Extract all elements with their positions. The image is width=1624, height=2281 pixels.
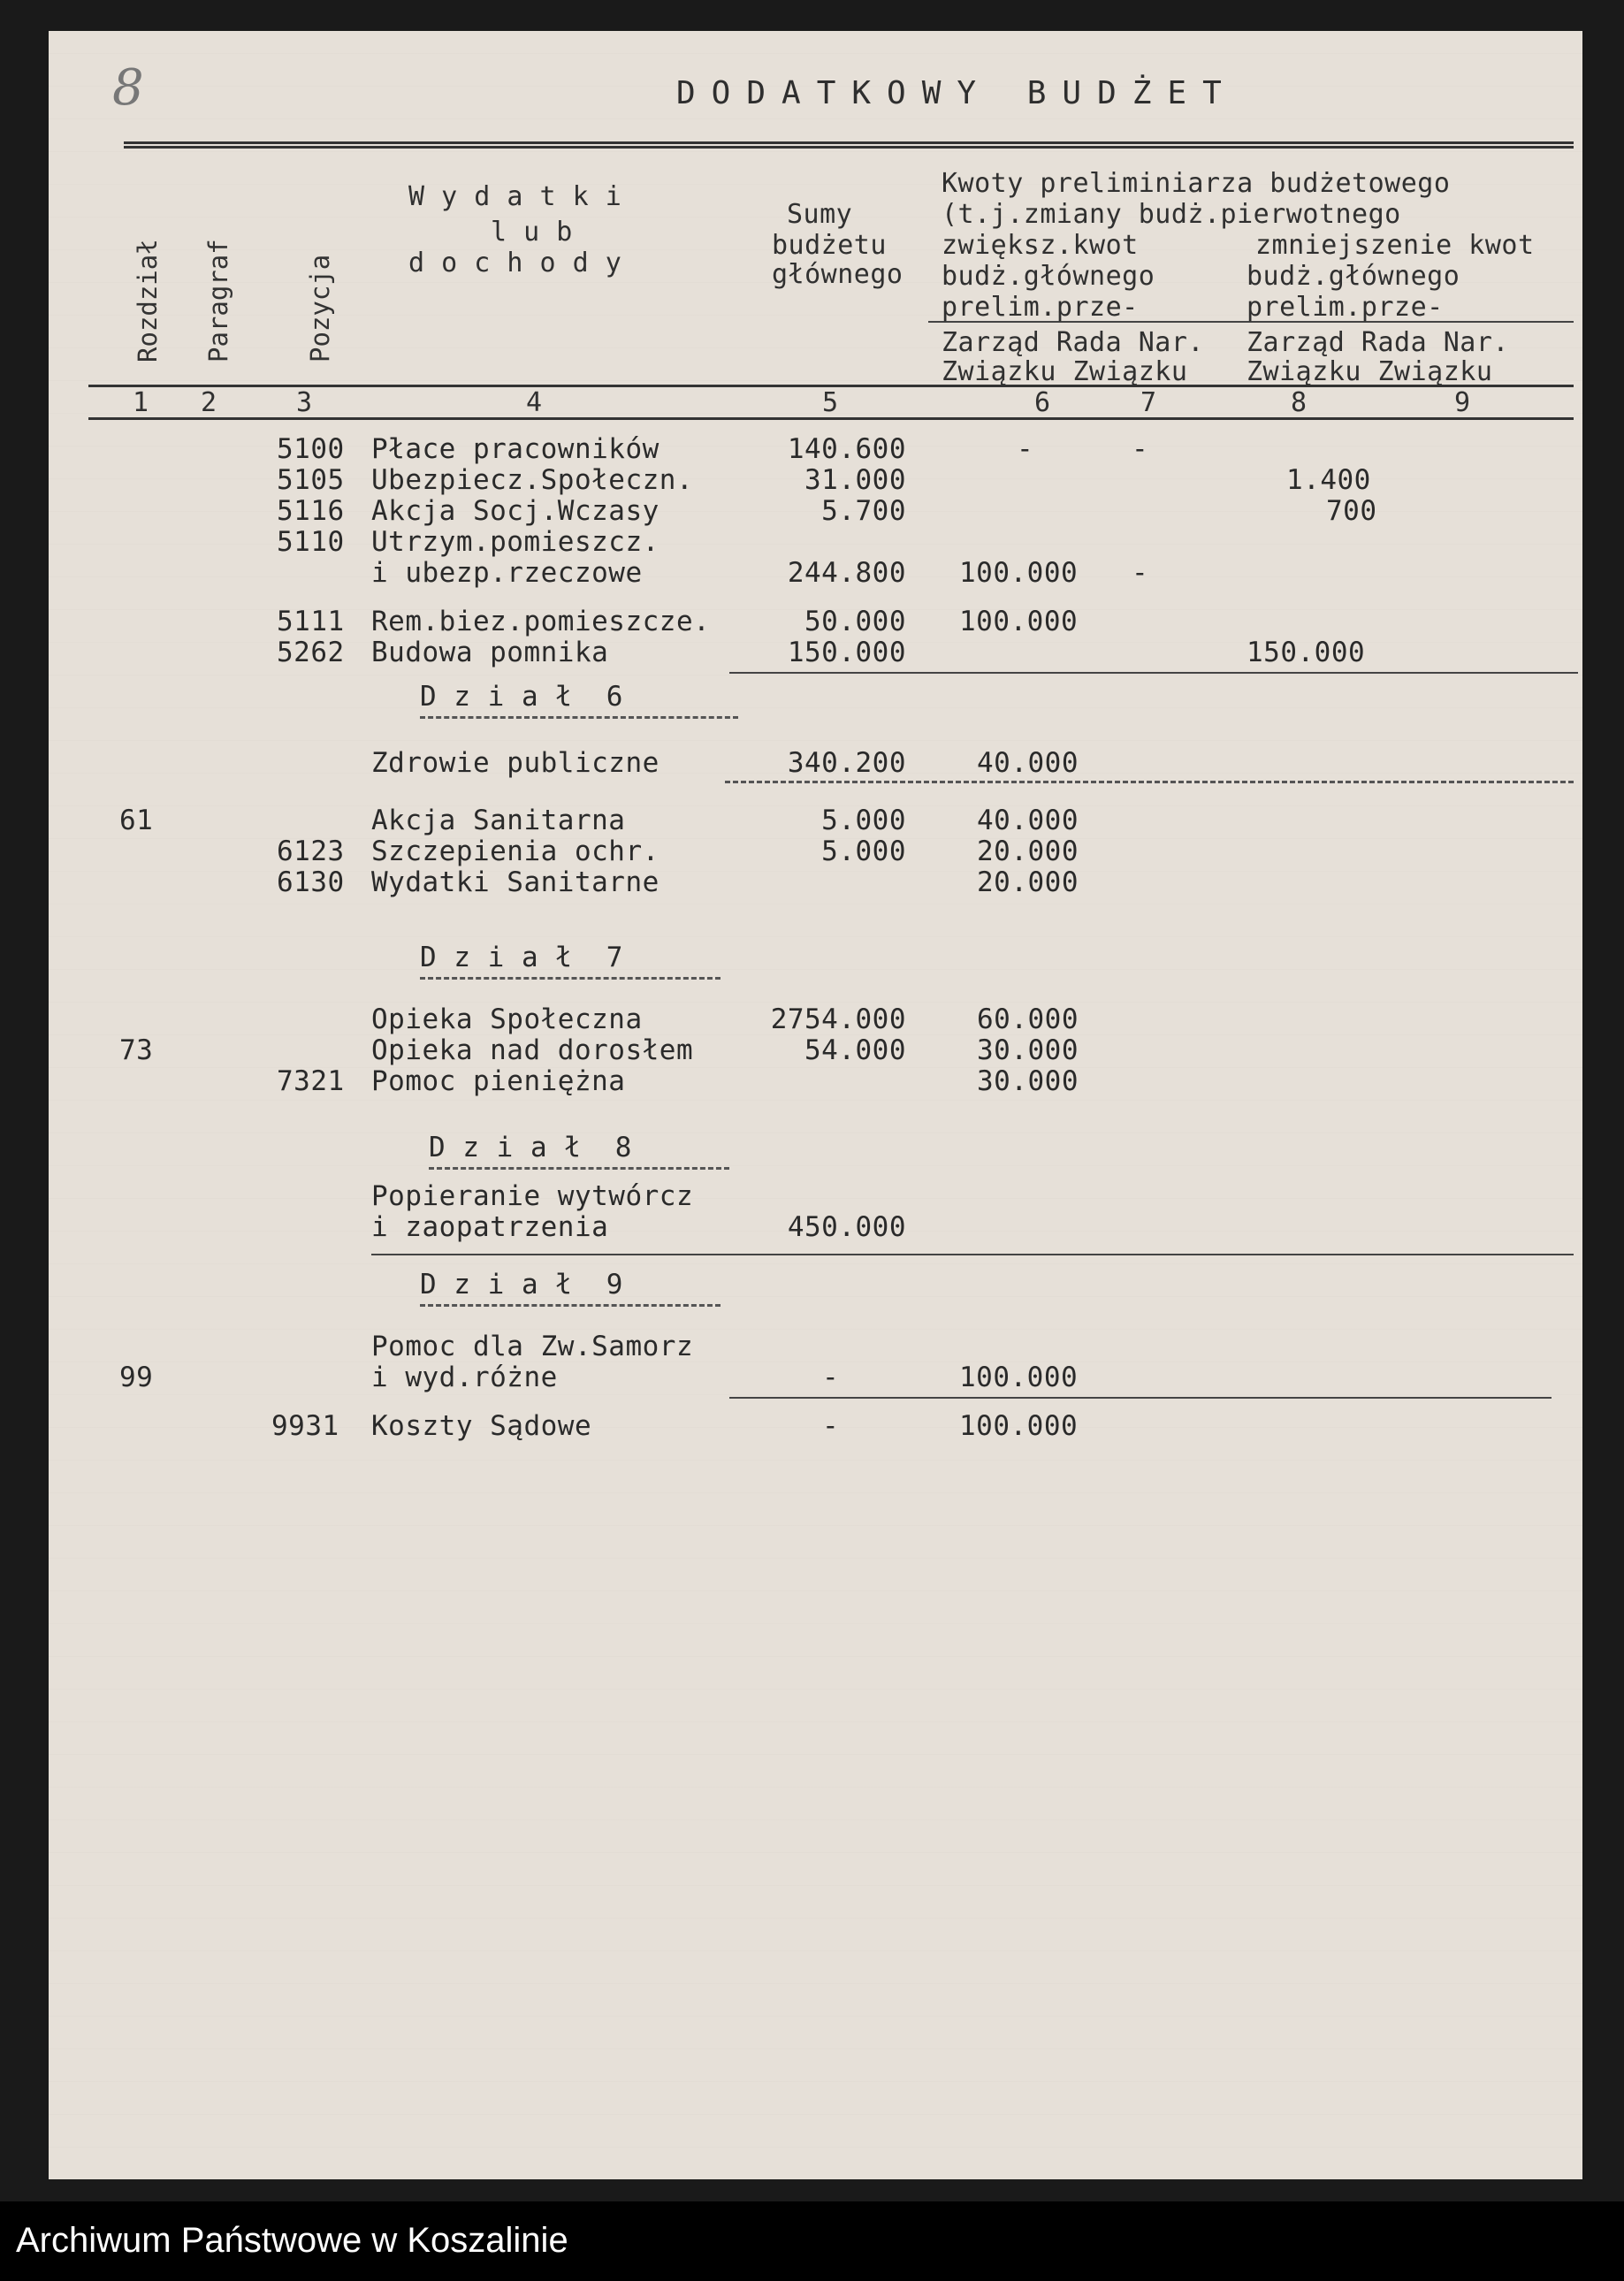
header-zwiek-2: budż.głównego (942, 261, 1155, 292)
dzial-7-underline (420, 977, 721, 980)
dzial-6-c6: 40.000 (977, 747, 1079, 779)
row-c6: 20.000 (977, 835, 1079, 867)
col-num-1: 1 (133, 387, 149, 418)
row-c8: 150.000 (1247, 637, 1366, 668)
row-name: Płace pracowników (371, 433, 660, 465)
row-c8: 700 (1326, 495, 1377, 527)
header-kwoty-2: (t.j.zmiany budż.pierwotnego (942, 199, 1401, 230)
document-page (49, 31, 1582, 2179)
row-sum: 50.000 (804, 606, 906, 637)
col-num-4: 4 (526, 387, 543, 418)
row-poz: 5116 (277, 495, 345, 527)
row-c6: - (1017, 433, 1034, 465)
dzial-8-label: D z i a ł 8 (429, 1132, 632, 1163)
header-wydatki-1: W y d a t k i (408, 181, 622, 212)
header-zwiek-1: zwiększ.kwot (942, 230, 1139, 261)
header-wydatki-2: l u b (491, 217, 573, 248)
header-top-rule-2 (124, 146, 1574, 149)
row-poz: 5100 (277, 433, 345, 465)
row-sum: 5.000 (821, 835, 906, 867)
row-name: Opieka nad dorosłem (371, 1034, 694, 1066)
row-sum: 140.600 (787, 433, 906, 465)
row-poz: 5105 (277, 464, 345, 496)
row-name: Budowa pomnika (371, 637, 609, 668)
row-c7: - (1132, 433, 1149, 465)
row-name: Rem.biez.pomieszcze. (371, 606, 711, 637)
dzial-6-sum: 340.200 (787, 747, 906, 779)
dzial-9-c6: 100.000 (959, 1362, 1079, 1393)
dzial-8-rule (371, 1254, 1574, 1255)
col-num-6: 6 (1034, 387, 1051, 418)
row-name: Akcja Sanitarna (371, 805, 626, 836)
row-sum: - (822, 1410, 840, 1442)
row-poz: 6123 (277, 835, 345, 867)
header-pozycja: Pozycja (305, 254, 335, 362)
dzial-8-sum: 450.000 (787, 1211, 906, 1243)
row-c6: 100.000 (959, 557, 1079, 589)
col-num-3: 3 (296, 387, 313, 418)
row-name: Wydatki Sanitarne (371, 866, 660, 898)
row-poz: 5110 (277, 526, 345, 558)
dzial-6-title: Zdrowie publiczne (371, 747, 660, 779)
col-num-7: 7 (1140, 387, 1157, 418)
row-c6: 20.000 (977, 866, 1079, 898)
dzial-9-rozdz: 99 (119, 1362, 154, 1393)
col-num-8: 8 (1291, 387, 1308, 418)
header-sumy-3: głównego (772, 259, 903, 290)
dzial-6-underline (420, 716, 738, 719)
dzial-6-total-rule (725, 781, 1574, 783)
dzial-6-rozdz: 61 (119, 805, 154, 836)
header-wydatki-3: d o c h o d y (408, 248, 622, 278)
dzial-6-label: D z i a ł 6 (420, 681, 623, 713)
header-zmn-2: budż.głównego (1247, 261, 1460, 292)
row-sum: 54.000 (804, 1034, 906, 1066)
dzial-7-rozdz: 73 (119, 1034, 154, 1066)
row-c6: 40.000 (977, 805, 1079, 836)
header-zmn-3: prelim.prze- (1247, 292, 1444, 323)
header-zwiek-4: Zarząd Rada Nar. (942, 327, 1204, 358)
col-num-2: 2 (201, 387, 217, 418)
row-c6: 100.000 (959, 606, 1079, 637)
header-sumy-1: Sumy (787, 199, 853, 230)
dzial-9-title-2: i wyd.różne (371, 1362, 558, 1393)
archive-name: Archiwum Państwowe w Koszalinie (16, 2221, 568, 2260)
sheet-number: 8 (112, 59, 144, 117)
row-name: Pomoc pieniężna (371, 1065, 626, 1097)
row-sum: 244.800 (787, 557, 906, 589)
row-sum: 31.000 (804, 464, 906, 496)
col-num-5: 5 (822, 387, 839, 418)
dzial-7-label: D z i a ł 7 (420, 942, 623, 973)
dzial-9-total-rule (729, 1397, 1552, 1399)
header-zmn-4: Zarząd Rada Nar. (1247, 327, 1509, 358)
dzial-9-label: D z i a ł 9 (420, 1269, 623, 1301)
row-poz: 5111 (277, 606, 345, 637)
row-name: Akcja Socj.Wczasy (371, 495, 660, 527)
block-total-rule (729, 672, 1578, 674)
row-name: Szczepienia ochr. (371, 835, 660, 867)
col-num-9: 9 (1454, 387, 1471, 418)
row-sum: 5.000 (821, 805, 906, 836)
header-zwiek-5: Związku Związku (942, 356, 1188, 387)
row-sum: 2754.000 (770, 1003, 906, 1035)
row-poz: 6130 (277, 866, 345, 898)
header-zmn-5: Związku Związku (1247, 356, 1493, 387)
row-c8: 1.400 (1286, 464, 1371, 496)
row-sum: 150.000 (787, 637, 906, 668)
row-poz: 7321 (277, 1065, 345, 1097)
row-poz: 9931 (271, 1410, 339, 1442)
header-top-rule (124, 141, 1574, 144)
dzial-8-underline (429, 1167, 729, 1170)
dzial-8-title-2: i zaopatrzenia (371, 1211, 609, 1243)
dzial-9-sum: - (822, 1362, 840, 1393)
row-c6: 30.000 (977, 1034, 1079, 1066)
header-sumy-2: budżetu (772, 230, 887, 261)
row-c7: - (1132, 557, 1149, 589)
row-name: Koszty Sądowe (371, 1410, 592, 1442)
dzial-9-title-1: Pomoc dla Zw.Samorz (371, 1331, 694, 1362)
header-paragraf: Paragraf (203, 239, 233, 362)
row-name: Ubezpiecz.Społeczn. (371, 464, 694, 496)
archive-footer (0, 2201, 1624, 2281)
row-c6: 100.000 (959, 1410, 1079, 1442)
header-kwoty-1: Kwoty preliminiarza budżetowego (942, 168, 1451, 199)
page-title: DODATKOWY BUDŻET (676, 75, 1238, 111)
dzial-8-title-1: Popieranie wytwórcz (371, 1180, 694, 1212)
row-name: Utrzym.pomieszcz. (371, 526, 660, 558)
dzial-9-underline (420, 1304, 721, 1307)
header-rozdzial: Rozdział (133, 239, 163, 362)
header-zwiek-3: prelim.prze- (942, 292, 1139, 323)
row-name: i ubezp.rzeczowe (371, 557, 643, 589)
header-zmn-1: zmniejszenie kwot (1255, 230, 1535, 261)
row-c6: 60.000 (977, 1003, 1079, 1035)
row-name: Opieka Społeczna (371, 1003, 643, 1035)
row-poz: 5262 (277, 637, 345, 668)
row-sum: 5.700 (821, 495, 906, 527)
row-c6: 30.000 (977, 1065, 1079, 1097)
